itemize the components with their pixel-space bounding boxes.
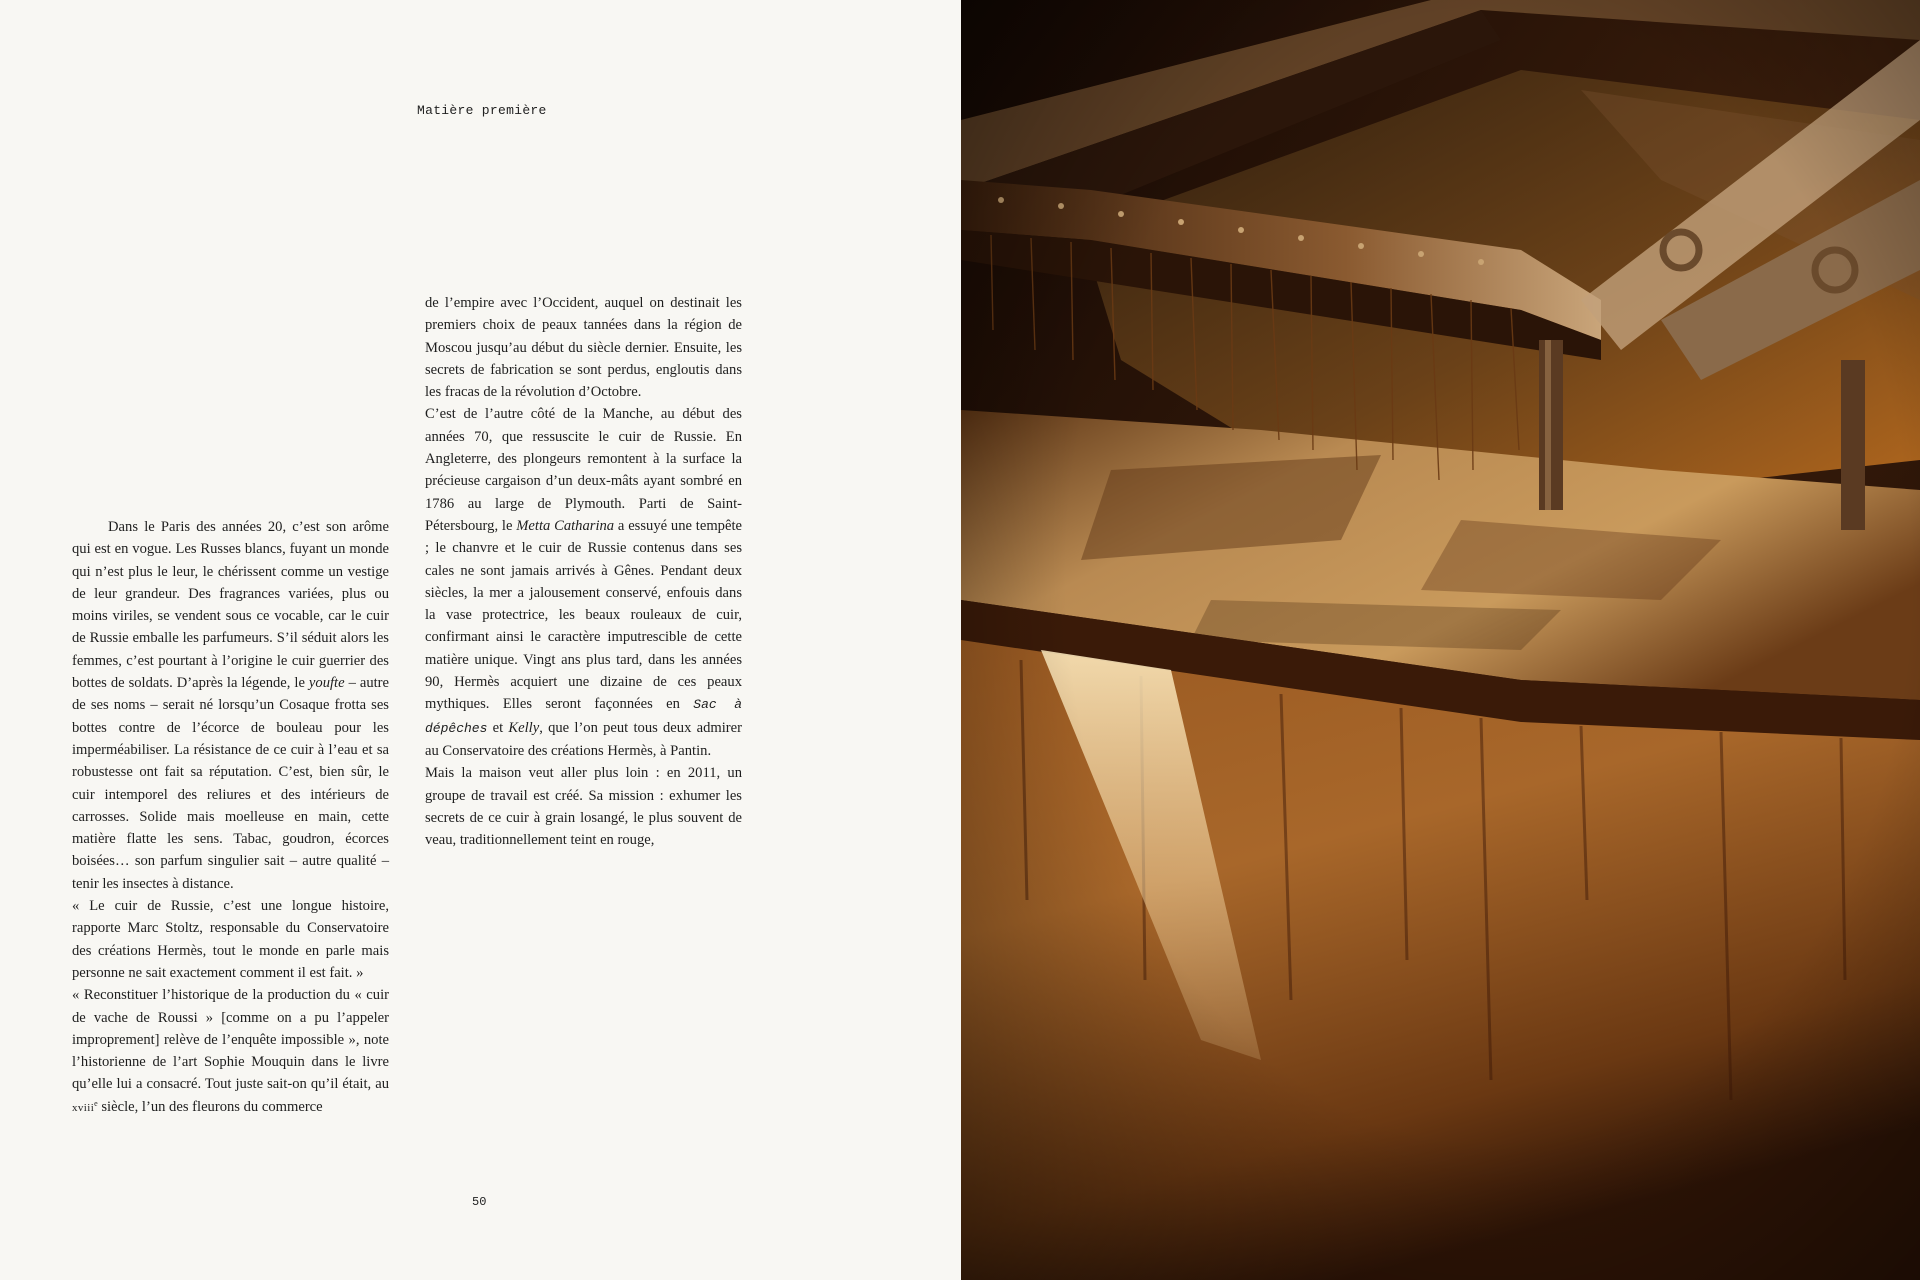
paragraph: « Reconstituer l’historique de la production du « cuir de vache de Roussi » [comme on a pu l’appeler improprement] relève de l’enquête impossible », note l’historienne de l’art Sophie Mouquin dans le livre qu’elle lui a consacré. Tout juste sait-on qu’il était, au xviii$^e$ siècle, l’un des fleurons du commerce [72,987,389,1115]
page-number: 50 [472,1195,487,1209]
paragraph: Mais la maison veut aller plus loin : en 2011, un groupe de travail est créé. Sa mission : exhumer les secrets de ce cuir à grain losangé, le plus souvent de veau, traditionnellement teint en rouge, [425,765,742,849]
running-head: Matière première [417,103,547,118]
tannery-photo [961,0,1920,1280]
paragraph: C’est de l’autre côté de la Manche, au début des années 70, que ressuscite le cuir de Russie. En Angleterre, des plongeurs remontent à la surface la précieuse cargaison d’un deux-mâts ayant sombré en 1786 au large de Plymouth. Parti de Saint-Pétersbourg, le Metta Catharina a essuyé une tempête ; le chanvre et le cuir de Russie contenus dans ses cales ne sont jamais arrivés à Gênes. Pendant deux siècles, la mer a jalousement conservé, enfouis dans la vase protectrice, les beaux rouleaux de cuir, confirmant ainsi le caractère imputrescible de cette matière unique. Vingt ans plus tard, dans les années 90, Hermès acquiert une dizaine de ces peaux mythiques. Elles seront façonnées en Sac à dépêches et Kelly, que l’on peut tous deux admirer au Conservatoire des créations Hermès, à Pantin. [425,406,742,759]
text-column-2 [425,292,742,851]
text-column-1 [72,516,389,1119]
paragraph: « Le cuir de Russie, c’est une longue histoire, rapporte Marc Stoltz, responsable du Conservatoire des créations Hermès, tout le monde en parle mais personne ne sait exactement comment il est fait. » [72,898,389,981]
paragraph: de l’empire avec l’Occident, auquel on destinait les premiers choix de peaux tannées dans la région de Moscou jusqu’au début du siècle dernier. Ensuite, les secrets de fabrication se sont perdus, engloutis dans les fracas de la révolution d’Octobre. [425,295,742,401]
paragraph: Dans le Paris des années 20, c’est son arôme qui est en vogue. Les Russes blancs, fuyant un monde qui n’est plus le leur, le chérissent comme un vestige de leur grandeur. Des fragrances variées, plus ou moins viriles, se vendent sous ce vocable, car le cuir de Russie emballe les parfumeurs. S’il séduit alors les femmes, c’est pourtant à l’origine le cuir guerrier des bottes de soldats. D’après la légende, le youfte – autre de ses noms – serait né lorsqu’un Cosaque frotta ses bottes contre de l’écorce de bouleau pour les imperméabiliser. La résistance de ce cuir à l’eau et sa robustesse ont fait sa réputation. C’est, bien sûr, le cuir intemporel des reliures et des intérieurs de carrosses. Solide mais moelleuse en main, cette matière flatte les sens. Tabac, goudron, écorces boisées… son parfum singulier sait – autre qualité – tenir les insectes à distance. [72,519,390,892]
